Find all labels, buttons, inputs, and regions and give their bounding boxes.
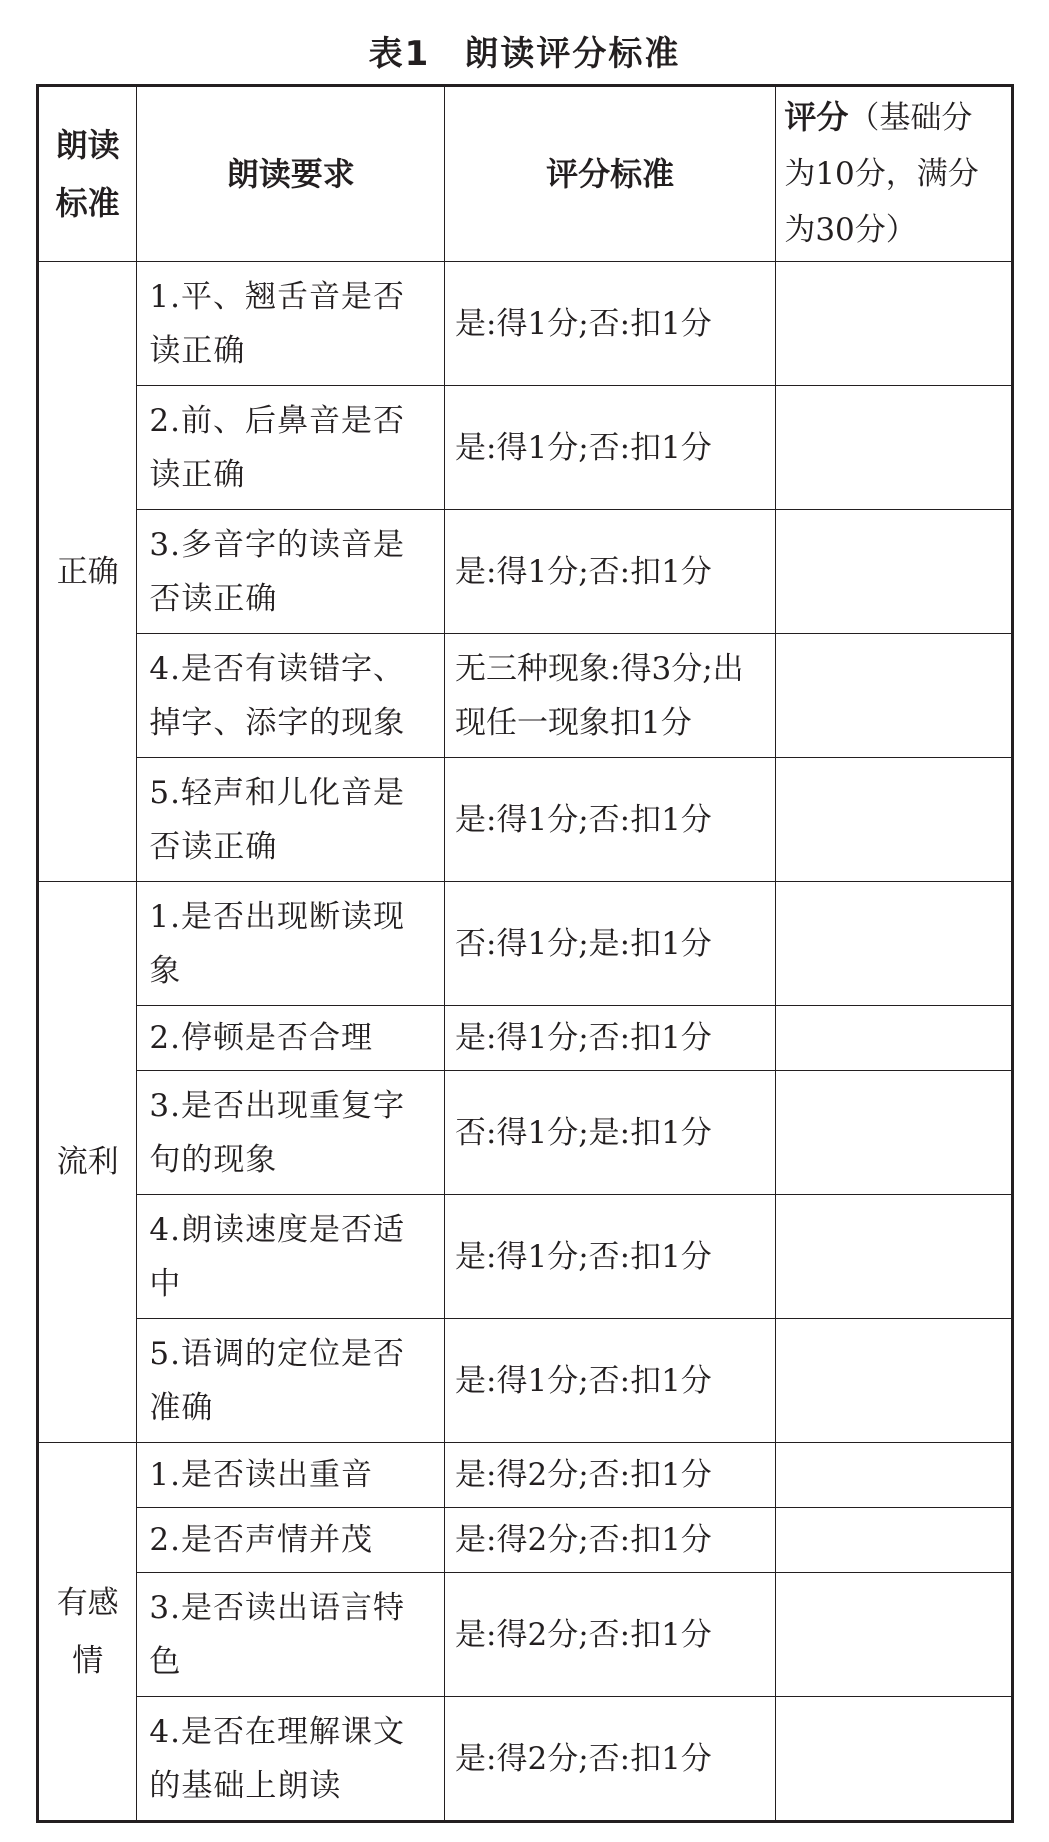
table-row [38, 1006, 1013, 1071]
score-cell [776, 1697, 1013, 1822]
requirement-cell: 1.是否出现断读现象 [137, 882, 445, 1006]
requirement-cell: 2.前、后鼻音是否读正确 [137, 386, 445, 510]
score-cell [776, 1319, 1013, 1443]
criterion-cell: 是:得2分;否:扣1分 [445, 1443, 776, 1508]
table-row [38, 1508, 1013, 1573]
table-row [38, 1443, 1013, 1508]
score-cell [776, 262, 1013, 386]
requirement-cell: 5.语调的定位是否准确 [137, 1319, 445, 1443]
table-row [38, 1573, 1013, 1697]
table-row [38, 1319, 1013, 1443]
table-row [38, 1697, 1013, 1822]
criterion-cell: 否:得1分;是:扣1分 [445, 882, 776, 1006]
header-criterion: 评分标准 [445, 86, 776, 262]
table-row [38, 882, 1013, 1006]
score-cell [776, 1006, 1013, 1071]
category-cell: 正确 [38, 262, 137, 882]
table-row [38, 758, 1013, 882]
criterion-cell: 是:得1分;否:扣1分 [445, 510, 776, 634]
requirement-cell: 2.停顿是否合理 [137, 1006, 445, 1071]
criterion-cell: 是:得1分;否:扣1分 [445, 1195, 776, 1319]
requirement-cell: 4.朗读速度是否适中 [137, 1195, 445, 1319]
score-cell [776, 634, 1013, 758]
header-requirement: 朗读要求 [137, 86, 445, 262]
table-row [38, 510, 1013, 634]
requirement-cell: 1.平、翘舌音是否读正确 [137, 262, 445, 386]
header-score-note: （基础分为10分，满分为30分） [784, 100, 979, 248]
table-caption [0, 26, 1049, 75]
criterion-cell: 是:得1分;否:扣1分 [445, 1319, 776, 1443]
scoring-table [36, 84, 1014, 1823]
requirement-cell: 2.是否声情并茂 [137, 1508, 445, 1573]
criterion-cell: 是:得1分;否:扣1分 [445, 758, 776, 882]
criterion-cell: 是:得2分;否:扣1分 [445, 1697, 776, 1822]
table-row [38, 386, 1013, 510]
requirement-cell: 3.是否出现重复字句的现象 [137, 1071, 445, 1195]
requirement-cell: 3.多音字的读音是否读正确 [137, 510, 445, 634]
category-cell: 流利 [38, 882, 137, 1443]
score-cell [776, 510, 1013, 634]
requirement-cell: 1.是否读出重音 [137, 1443, 445, 1508]
criterion-cell: 否:得1分;是:扣1分 [445, 1071, 776, 1195]
table-row [38, 262, 1013, 386]
score-cell [776, 882, 1013, 1006]
header-standard: 朗读标准 [38, 86, 137, 262]
score-cell [776, 386, 1013, 510]
criterion-cell: 是:得1分;否:扣1分 [445, 386, 776, 510]
table-row [38, 1071, 1013, 1195]
table-row [38, 634, 1013, 758]
table-row [38, 1195, 1013, 1319]
requirement-cell: 3.是否读出语言特色 [137, 1573, 445, 1697]
table-title: 朗读评分标准 [464, 34, 681, 74]
requirement-cell: 4.是否有读错字、掉字、添字的现象 [137, 634, 445, 758]
category-cell: 有感情 [38, 1443, 137, 1822]
requirement-cell: 5.轻声和儿化音是否读正确 [137, 758, 445, 882]
score-cell [776, 1071, 1013, 1195]
criterion-cell: 是:得2分;否:扣1分 [445, 1508, 776, 1573]
score-cell [776, 1573, 1013, 1697]
table-number: 表1 [368, 34, 431, 74]
score-cell [776, 1508, 1013, 1573]
criterion-cell: 是:得1分;否:扣1分 [445, 1006, 776, 1071]
header-row [38, 86, 1013, 262]
requirement-cell: 4.是否在理解课文的基础上朗读 [137, 1697, 445, 1822]
criterion-cell: 无三种现象:得3分;出现任一现象扣1分 [445, 634, 776, 758]
score-cell [776, 758, 1013, 882]
header-score: 评分（基础分为10分，满分为30分） [776, 86, 1013, 262]
score-cell [776, 1195, 1013, 1319]
score-cell [776, 1443, 1013, 1508]
criterion-cell: 是:得2分;否:扣1分 [445, 1573, 776, 1697]
criterion-cell: 是:得1分;否:扣1分 [445, 262, 776, 386]
